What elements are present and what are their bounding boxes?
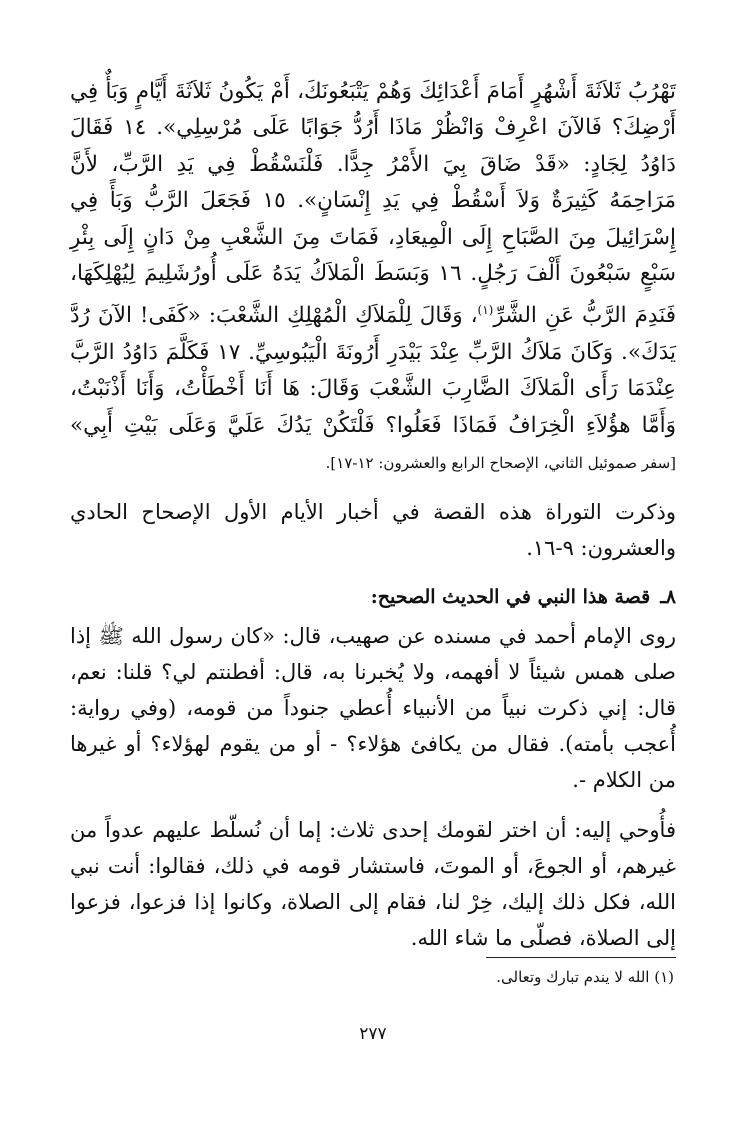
footnote-divider (486, 957, 676, 958)
section-number: ٨ـ (660, 585, 676, 608)
scripture-text: تَهْرُبُ ثَلاَثَةَ أَشْهُرٍ أَمَامَ أَعْدَائِكَ وَهُمْ يَتْبَعُونَكَ، أَمْ يَكُونُ ثَلاَثَةَ أَيَّامٍ وَبَأٌ فِي أَرْضِكَ؟ فَالآنَ اعْرِفْ وَانْظُرْ مَاذَا أَرُدُّ جَوَابًا عَلَى مُرْسِلِي». ١٤ فَقَالَ دَاوُدُ لِجَادٍ: «قَدْ ضَاقَ بِيَ الأَمْرُ جِدًّا. فَلْنَسْقُطْ فِي يَدِ الرَّبِّ، لأَنَّ مَرَاحِمَهُ كَثِيرَةٌ وَلاَ أَسْقُطْ فِي يَدِ إِنْسَانٍ». ١٥ فَجَعَلَ الرَّبُّ وَبَأً فِي إِسْرَائِيلَ مِنَ الصَّبَاحِ إِلَى الْمِيعَادِ، فَمَاتَ مِنَ الشَّعْبِ مِنْ دَانٍ إِلَى بِئْرِ سَبْعٍ سَبْعُونَ أَلْفَ رَجُلٍ. ١٦ وَبَسَطَ الْمَلاَكُ يَدَهُ عَلَى أُورُشَلِيمَ لِيُهْلِكَهَا، فَنَدِمَ الرَّبُّ عَنِ الشَّرِّ (70, 79, 677, 329)
footnote: (١) الله لا يندم تبارك وتعالى. (496, 968, 674, 986)
footnote-marker: (١) (477, 303, 494, 318)
paragraph-hadith-1: روى الإمام أحمد في مسنده عن صهيب، قال: «كان رسول الله ﷺ إذا صلى همس شيئاً لا أفهمه، ولا يُخبرنا به، قال: أفطنتم لي؟ قلنا: نعم، قال: إني ذكرت نبياً من الأنبياء أُعطي جنوداً من قومه، (وفي رواية: أُعجب بأمته). فقال من يكافئ هؤلاء؟ - أو من يقوم لهؤلاء؟ أو غيرها من الكلام -. (70, 623, 676, 792)
scripture-quote (70, 74, 676, 482)
page-body (70, 74, 676, 1082)
section-heading (70, 582, 676, 612)
section-title: قصة هذا النبي في الحديث الصحيح: (370, 585, 651, 608)
paragraph-chronicles: وذكرت التوراة هذه القصة في أخبار الأيام الأول الإصحاح الحادي والعشرون: ٩-١٦. (70, 499, 676, 560)
scripture-text-continued: ، وَقَالَ لِلْمَلاَكِ الْمُهْلِكِ الشَّعْبَ: «كَفَى! الآنَ رُدَّ يَدَكَ». وَكَانَ مَلاَكُ الرَّبِّ عِنْدَ بَيْدَرِ أَرُونَةَ الْيَبُوسِيِّ. ١٧ فَكَلَّمَ دَاوُدُ الرَّبَّ عِنْدَمَا رَأَى الْمَلاَكَ الضَّارِبَ الشَّعْبَ وَقَالَ: هَا أَنَا أَخْطَأْتُ، وَأَنَا أَذْنَبْتُ، وَأَمَّا هؤُلاَءِ الْخِرَافُ فَمَاذَا فَعَلُوا؟ فَلْتَكُنْ يَدُكَ عَلَيَّ وَعَلَى بَيْتِ أَبِي» (70, 303, 676, 438)
page-number: ٢٧٧ (359, 1024, 387, 1044)
paragraph-hadith-2: فأُوحي إليه: أن اختر لقومك إحدى ثلاث: إما أن نُسلّط عليهم عدواً من غيرهم، أو الجوعَ، أو الموتَ، فاستشار قومه في ذلك، فقالوا: أنت نبي الله، فكل ذلك إليك، خِرْ لنا، فقام إلى الصلاة، وكانوا إذا فزعوا، فزعوا إلى الصلاة، فصلّى ما شاء الله. (70, 817, 676, 950)
scripture-reference: [سفر صموئيل الثاني، الإصحاح الرابع والعشرون: ١٢-١٧]. (325, 454, 676, 473)
